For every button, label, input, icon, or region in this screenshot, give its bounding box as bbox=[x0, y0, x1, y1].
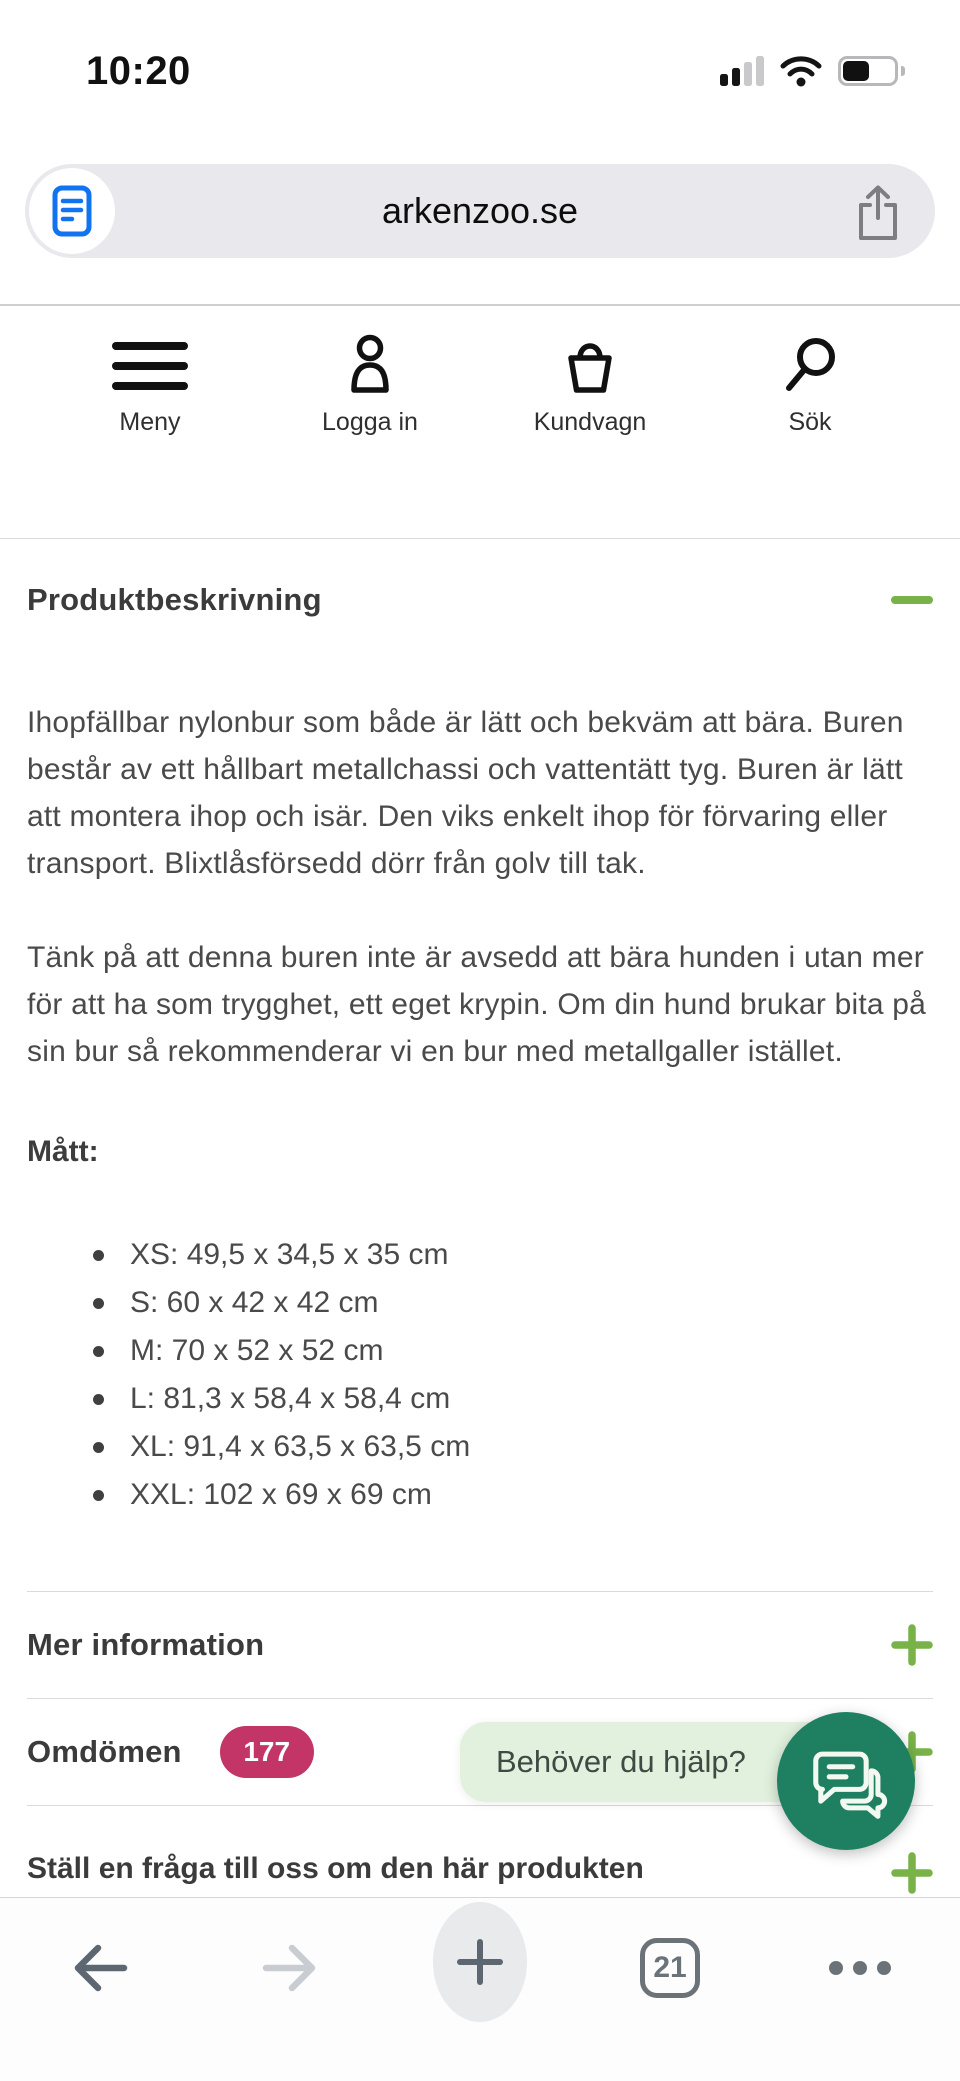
chat-launcher-button[interactable] bbox=[777, 1712, 915, 1850]
search-icon bbox=[780, 334, 840, 394]
dimensions-heading: Mått: bbox=[27, 1135, 99, 1168]
list-item: XS: 49,5 x 34,5 x 35 cm bbox=[27, 1231, 933, 1279]
reader-document-icon bbox=[52, 185, 92, 237]
cellular-signal-icon bbox=[720, 56, 764, 86]
url-text[interactable]: arkenzoo.se bbox=[381, 190, 579, 231]
chat-bubbles-icon bbox=[804, 1739, 888, 1823]
nav-item-cart[interactable] bbox=[480, 336, 700, 538]
plus-icon bbox=[453, 1935, 507, 1989]
list-item: S: 60 x 42 x 42 cm bbox=[27, 1279, 933, 1327]
bullet bbox=[93, 1394, 104, 1405]
share-icon bbox=[855, 184, 901, 242]
basket-icon bbox=[559, 334, 621, 394]
status-icons bbox=[720, 55, 898, 87]
clock: 10:20 bbox=[86, 48, 191, 93]
reader-mode-button[interactable] bbox=[29, 168, 115, 254]
battery-icon bbox=[838, 56, 898, 86]
tab-count-icon: 21 bbox=[640, 1938, 700, 1998]
expand-plus-icon[interactable] bbox=[891, 1852, 933, 1894]
back-button[interactable] bbox=[52, 1920, 148, 2016]
browser-toolbar bbox=[0, 1897, 960, 2081]
person-icon bbox=[341, 334, 399, 394]
address-bar[interactable] bbox=[25, 164, 935, 258]
new-tab-button[interactable] bbox=[432, 1920, 528, 2016]
nav-item-menu[interactable] bbox=[40, 336, 260, 538]
site-nav bbox=[0, 306, 960, 538]
forward-arrow-icon bbox=[258, 1938, 322, 1998]
description-paragraph-2: Tänk på att denna buren inte är avsedd att bära hunden i utan mer för att ha som trygghet, ett eget krypin. Om din hund brukar bita på sin bur så rekommenderar vi en bur med metallgaller istället. bbox=[27, 941, 927, 1068]
nav-label: Logga in bbox=[322, 408, 418, 436]
status-bar bbox=[0, 0, 960, 112]
nav-item-search[interactable] bbox=[700, 336, 920, 538]
section-title: Produktbeskrivning bbox=[27, 582, 322, 617]
dimensions-list bbox=[27, 1231, 933, 1519]
bullet bbox=[93, 1250, 104, 1261]
list-item: XXL: 102 x 69 x 69 cm bbox=[27, 1471, 933, 1519]
back-arrow-icon bbox=[68, 1938, 132, 1998]
reviews-count-badge: 177 bbox=[220, 1726, 314, 1778]
more-menu-button[interactable] bbox=[812, 1920, 908, 2016]
description-paragraph-1: Ihopfällbar nylonbur som både är lätt och bekväm att bära. Buren består av ett hållbart metallchassi och vattentätt tyg. Buren är lätt att montera ihop och isär. Den viks enkelt ihop för förvaring eller transport. Blixtlåsförsedd dörr från golv till tak. bbox=[27, 706, 904, 880]
new-tab-background bbox=[433, 1902, 527, 2022]
list-item: L: 81,3 x 58,4 x 58,4 cm bbox=[27, 1375, 933, 1423]
wifi-icon bbox=[780, 55, 822, 87]
bullet bbox=[93, 1490, 104, 1501]
tabs-button[interactable] bbox=[622, 1920, 718, 2016]
bullet bbox=[93, 1346, 104, 1357]
nav-label: Kundvagn bbox=[533, 408, 647, 436]
list-item: M: 70 x 52 x 52 cm bbox=[27, 1327, 933, 1375]
ellipsis-icon bbox=[829, 1961, 891, 1975]
forward-button[interactable] bbox=[242, 1920, 338, 2016]
share-button[interactable] bbox=[855, 184, 901, 242]
nav-item-login[interactable] bbox=[260, 336, 480, 538]
bullet bbox=[93, 1298, 104, 1309]
nav-label: Meny bbox=[119, 408, 181, 436]
chat-prompt-text: Behöver du hjälp? bbox=[496, 1744, 746, 1779]
section-title: Mer information bbox=[27, 1627, 265, 1662]
bullet bbox=[93, 1442, 104, 1453]
expand-plus-icon[interactable] bbox=[891, 1624, 933, 1666]
browser-chrome-top bbox=[0, 112, 960, 258]
hamburger-menu-icon bbox=[112, 342, 188, 394]
section-title: Omdömen bbox=[27, 1734, 182, 1769]
collapse-minus-icon[interactable] bbox=[891, 579, 933, 621]
section-title: Ställ en fråga till oss om den här produkten bbox=[27, 1852, 644, 1885]
list-item: XL: 91,4 x 63,5 x 63,5 cm bbox=[27, 1423, 933, 1471]
accordion-header-product-description[interactable] bbox=[27, 539, 933, 653]
accordion-header-more-information[interactable] bbox=[27, 1592, 933, 1698]
nav-label: Sök bbox=[788, 408, 832, 436]
